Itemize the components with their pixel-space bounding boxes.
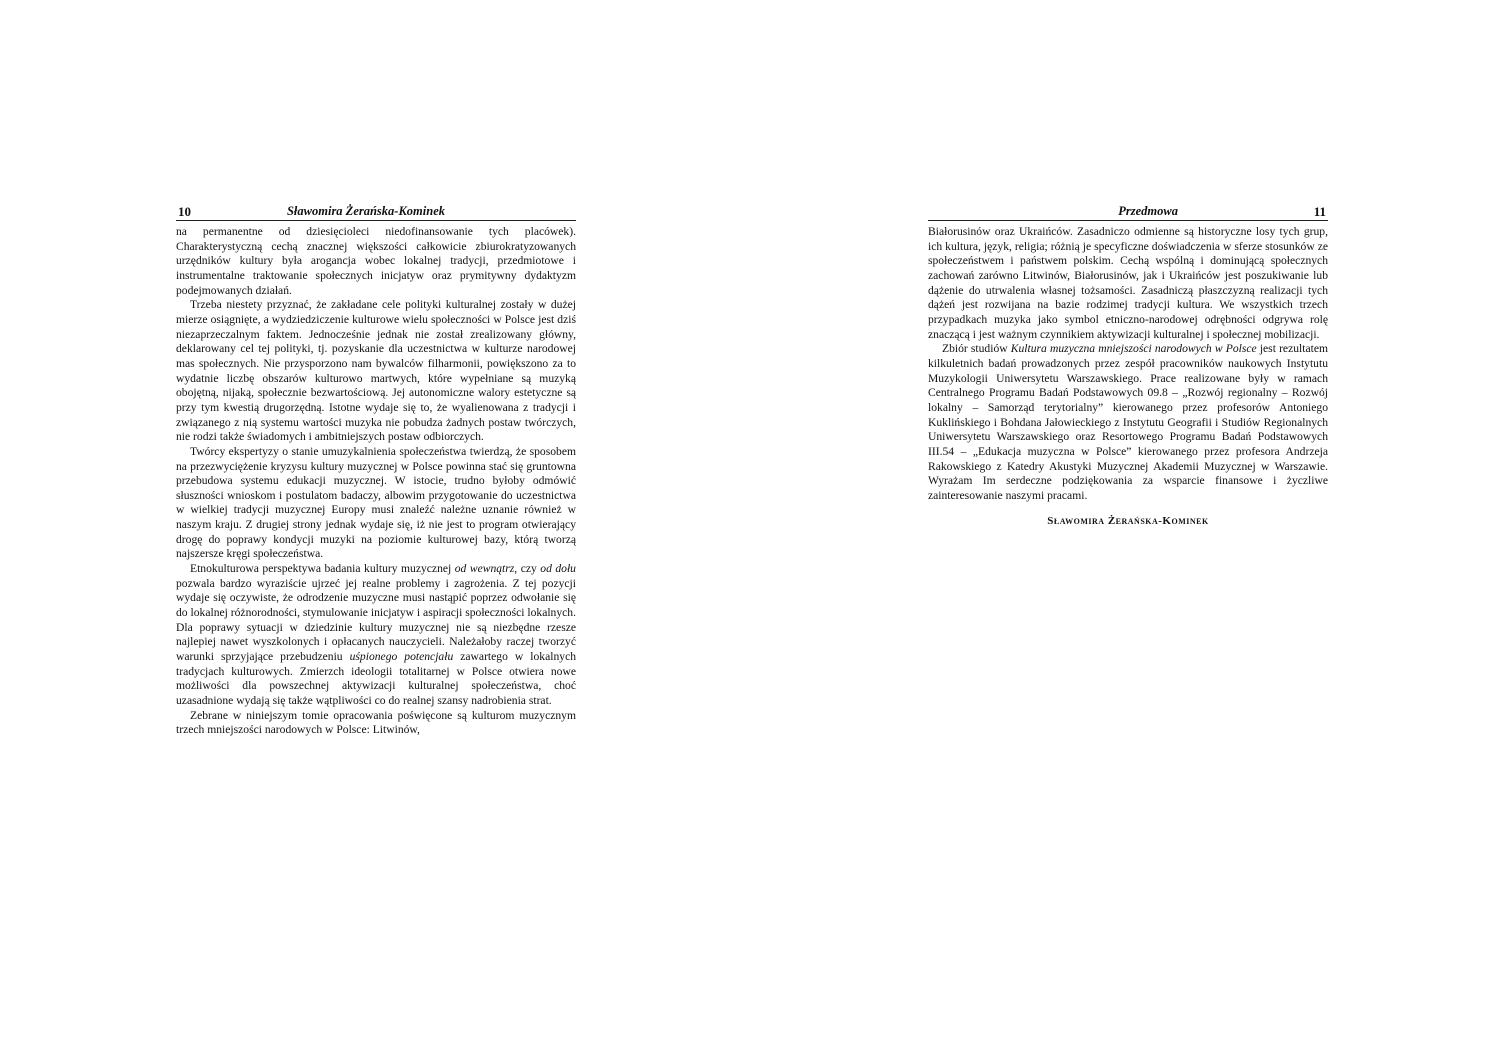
paragraph: Twórcy ekspertyzy o stanie umuzykalnienia społeczeństwa twierdzą, że sposobem na przezwyciężenie kryzysu kultury muzycznej w Polsce powinna stać się gruntowna przebudowa systemu edukacji muzycznej. W istocie, trudno byłoby odmówić słuszności wnioskom i postulatom badaczy, albowim przygotowanie do uczestnictwa w wielkiej tradycji muzycznej Europy musi znaleźć należne uznanie również w naszym kraju. Z drugiej strony jednak wydaje się, iż nie jest to program otwierający drogę do poprawy kondycji muzyki na poziomie kulturowej bazy, którą tworzą najszersze kręgi społeczeństwa. bbox=[176, 444, 576, 561]
page-number-right: 11 bbox=[1313, 204, 1326, 219]
running-head-right bbox=[928, 202, 1328, 221]
page-body-left bbox=[176, 225, 576, 738]
paragraph bbox=[928, 342, 1328, 503]
paragraph bbox=[176, 562, 576, 709]
right-page bbox=[928, 202, 1328, 527]
left-page bbox=[176, 202, 576, 738]
running-title-left: Sławomira Żerańska-Kominek bbox=[286, 204, 445, 218]
running-title-right: Przedmowa bbox=[1118, 204, 1178, 218]
paragraph-text: jest rezultatem kilkuletnich badań prowadzonych przez zespół pracowników naukowych Instytutu Muzykologii Uniwersytetu Warszawskiego. Prace realizowane były w ramach Centralnego Programu Badań Podstawowych 09.8 – „Rozwój regionalny – Rozwój lokalny – Samorząd terytorialny” kierowanego przez profesorów Antoniego Kuklińskiego i Bohdana Jałowieckiego z Instytutu Geografii i Studiów Regionalnych Uniwersytetu Warszawskiego oraz Resortowego Programu Badań Podstawowych III.54 – „Edukacja muzyczna w Polsce” kierowanego przez profesora Andrzeja Rakowskiego z Katedry Akustyki Muzycznej Akademii Muzycznej w Warszawie. Wyrażam Im serdeczne podziękowania za wsparcie finansowe i życzliwe zainteresowanie naszymi pracami. bbox=[928, 342, 1328, 502]
paragraph-text: zawartego w lokalnych tradycjach kulturowych. Zmierzch ideologii totalitarnej w Polsce otwiera nowe możliwości dla powszechnej aktywizacji kulturalnej społeczeństwa, choć uzasadnione wydają się także wątpliwości co do realnej szansy nadrobienia strat. bbox=[176, 650, 577, 707]
page-body-right bbox=[928, 225, 1328, 527]
running-head-left bbox=[176, 202, 576, 221]
paragraph-text: Zbiór studiów bbox=[942, 342, 1011, 356]
book-title: Kultura muzyczna mniejszości narodowych w Polsce bbox=[1010, 342, 1257, 356]
paragraph-text: Etnokulturowa perspektywa badania kultury muzycznej bbox=[190, 562, 455, 576]
paragraph: Zebrane w niniejszym tomie opracowania poświęcone są kulturom muzycznym trzech mniejszości narodowych w Polsce: Litwinów, bbox=[176, 708, 576, 737]
paragraph-text: pozwala bardzo wyraziście ujrzeć jej realne problemy i zagrożenia. Z tej pozycji wydaje się oczywiste, że odrodzenie muzyczne musi nastąpić poprzez odwołanie się do lokalnej różnorodności, stymulowanie inicjatyw i aspiracji społeczności lokalnych. Dla poprawy sytuacji w dziedzinie kultury muzycznej nie są niezbędne rzesze najlepiej nawet wyszkolonych i opłacanych nauczycieli. Należałoby raczej tworzyć warunki sprzyjające przebudzeniu bbox=[176, 576, 576, 664]
italic-phrase: od dołu bbox=[540, 562, 576, 576]
italic-phrase: uśpionego potencjału bbox=[349, 650, 454, 664]
italic-phrase: od wewnątrz bbox=[454, 562, 515, 576]
paragraph: na permanentne od dziesięcioleci niedofinansowanie tych placówek). Charakterystyczną cechą znacznej większości całkowicie zbiurokratyzowanych urzędników kultury była arogancja wobec lokalnej tradycji, przedmiotowe i instrumentalne traktowanie społecznych inicjatyw oraz prymitywny dydaktyzm podejmowanych działań. bbox=[176, 225, 576, 297]
paragraph-text: , czy bbox=[514, 562, 541, 576]
page-number-left: 10 bbox=[178, 204, 191, 219]
paragraph: Białorusinów oraz Ukraińców. Zasadniczo odmienne są historyczne losy tych grup, ich kultura, język, religia; różnią je specyficzne doświadczenia w sferze stosunków ze społeczeństwem i państwem polskim. Cechą wspólną i dominującą społecznych zachowań zarówno Litwinów, Białorusinów, jak i Ukraińców jest poszukiwanie lub dążenie do utrwalenia własnej tożsamości. Zasadniczą płaszczyzną realizacji tych dążeń jest rozwijana na bazie rodzimej tradycji kultura. We wszystkich trzech przypadkach muzyka jako symbol etniczno-narodowej odrębności odgrywa rolę znaczącą i jest ważnym czynnikiem aktywizacji kulturalnej i społecznej mobilizacji. bbox=[928, 225, 1328, 341]
author-signature: Sławomira Żerańska-Kominek bbox=[1047, 515, 1209, 528]
paragraph: Trzeba niestety przyznać, że zakładane cele polityki kulturalnej zostały w dużej mierze osiągnięte, a wydziedziczenie kulturowe wielu społeczności w Polsce jest dziś niezaprzeczalnym faktem. Jednocześnie jednak nie został zrealizowany główny, deklarowany cel tej polityki, tj. pozyskanie dla uczestnictwa w kulturze narodowej mas społecznych. Nie przysporzono nam bywalców filharmonii, powiększono za to wydatnie liczbę obszarów kulturowo martwych, które wypełniane są muzyką obojętną, nijaką, społecznie bezwartościową. Jej autonomiczne walory estetyczne są przy tym kwestią drugorzędną. Istotne wydaje się to, że wyalienowana z tradycji i związanego z nią systemu wartości muzyka nie pobudza żadnych postaw twórczych, nie rodzi także świadomych i ambitniejszych postaw odbiorczych. bbox=[176, 298, 576, 444]
